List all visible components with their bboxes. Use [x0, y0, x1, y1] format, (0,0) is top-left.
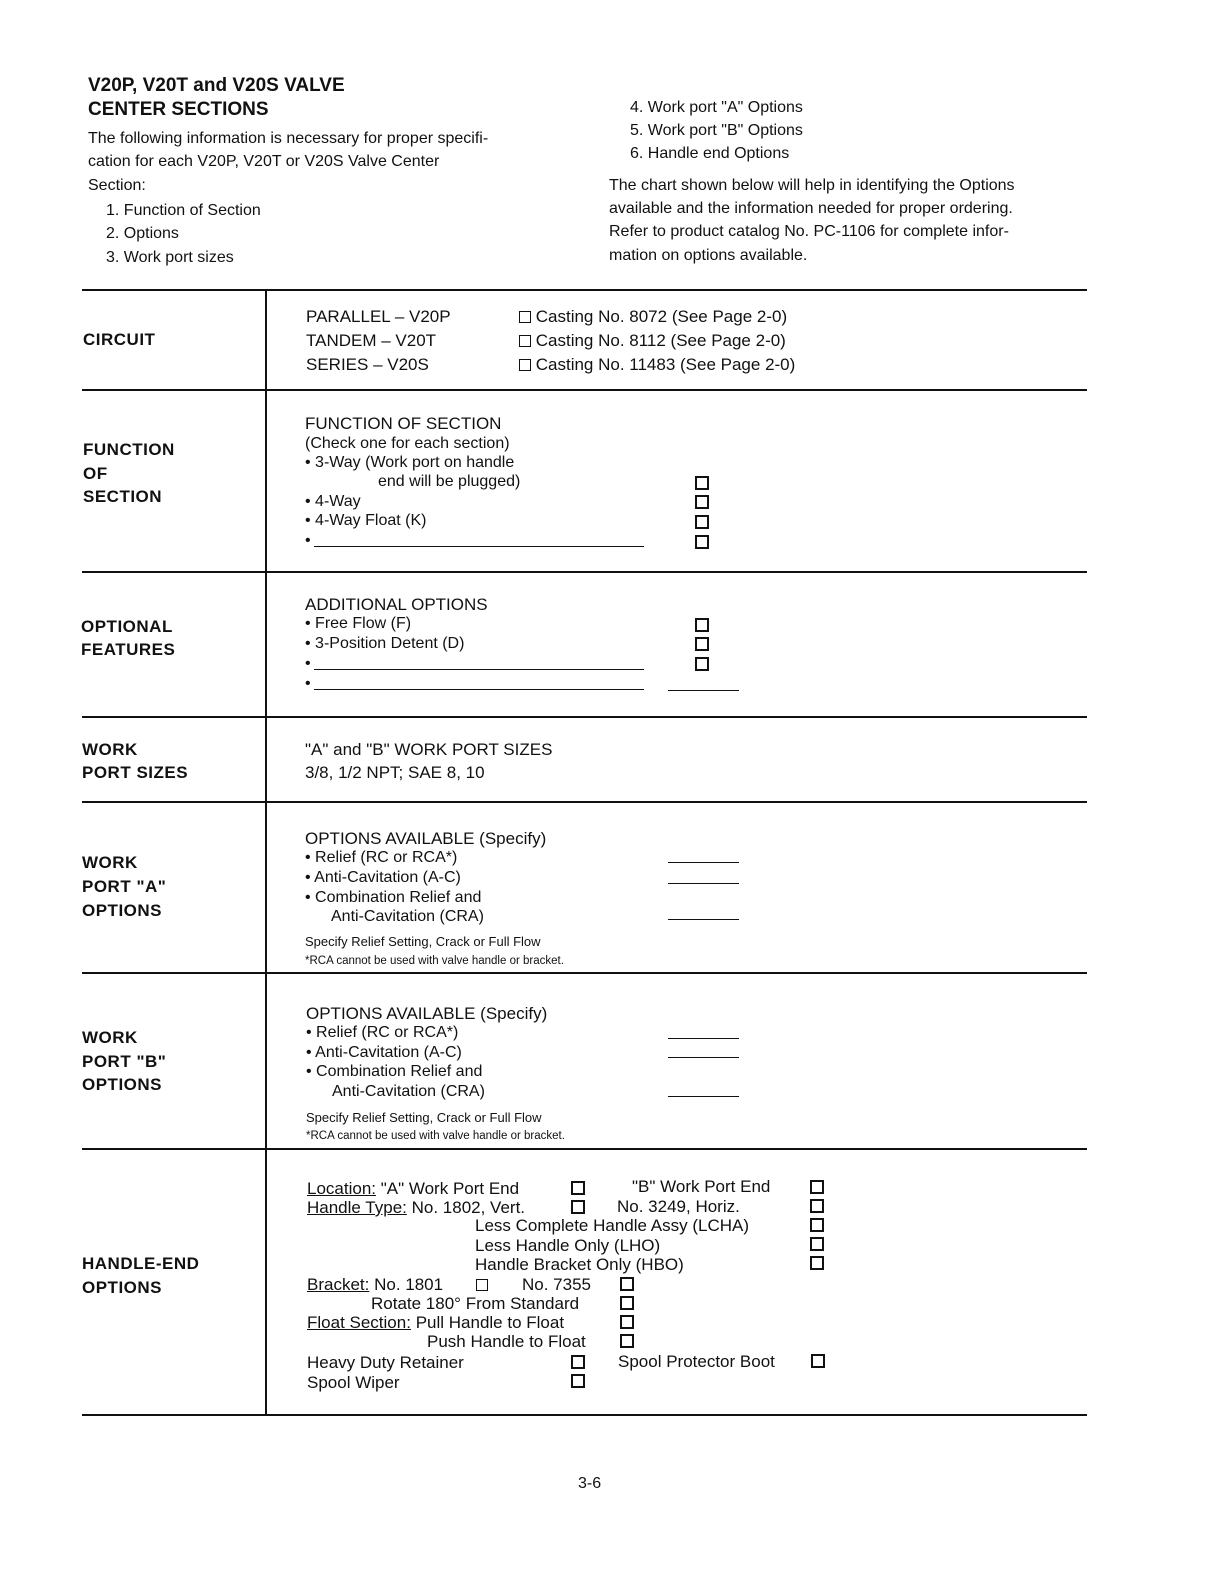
- table-rule-4: [82, 801, 1087, 803]
- intro-list-item-6: 6. Handle end Options: [630, 145, 790, 162]
- port-a-combination-line1: • Combination Relief and: [305, 889, 482, 906]
- intro-list-item-2: 2. Options: [106, 225, 179, 242]
- handle-3249-checkbox[interactable]: [810, 1199, 824, 1218]
- push-float-label: Push Handle to Float: [427, 1332, 586, 1351]
- optional-blank-line-1[interactable]: [314, 669, 644, 670]
- function-blank-checkbox[interactable]: [695, 535, 709, 554]
- port-a-label-line3: OPTIONS: [82, 901, 163, 920]
- intro-line-1: The following information is necessary for proper specifi-: [88, 130, 489, 147]
- port-sizes-label-line1: WORK: [82, 740, 138, 759]
- port-sizes-value: 3/8, 1/2 NPT; SAE 8, 10: [305, 763, 485, 782]
- function-label-line2: OF: [83, 464, 108, 483]
- intro-list-item-5: 5. Work port "B" Options: [630, 122, 803, 139]
- checkbox-icon[interactable]: [519, 359, 531, 371]
- optional-free-flow-checkbox[interactable]: [695, 618, 709, 637]
- float-section-row: Float Section: Pull Handle to Float: [307, 1313, 565, 1332]
- optional-blank-checkbox[interactable]: [695, 657, 709, 676]
- location-row: Location: "A" Work Port End: [307, 1179, 520, 1198]
- optional-blank-bullet-1: •: [305, 655, 311, 672]
- port-b-note-1: Specify Relief Setting, Crack or Full Flow: [306, 1110, 542, 1125]
- wiper-label: Spool Wiper: [307, 1373, 400, 1392]
- intro-right-line-1: The chart shown below will help in identifying the Options: [609, 177, 1015, 194]
- handle-3249-label: No. 3249, Horiz.: [617, 1197, 740, 1216]
- circuit-label: CIRCUIT: [83, 330, 156, 349]
- optional-detent: • 3-Position Detent (D): [305, 635, 465, 652]
- port-b-label-line2: PORT "B": [82, 1052, 167, 1071]
- lcha-checkbox[interactable]: [810, 1218, 824, 1237]
- function-3way-checkbox[interactable]: [695, 476, 709, 495]
- casting-11483-option[interactable]: Casting No. 11483 (See Page 2-0): [519, 353, 795, 376]
- function-3way-line2: end will be plugged): [378, 473, 521, 490]
- table-rule-5: [82, 972, 1087, 974]
- function-blank-bullet: •: [305, 532, 311, 549]
- optional-free-flow: • Free Flow (F): [305, 615, 412, 632]
- optional-blank-line-2[interactable]: [314, 689, 644, 690]
- port-b-anticavitation-specify-line[interactable]: [668, 1057, 739, 1058]
- intro-line-3: Section:: [88, 177, 146, 194]
- port-a-note-1: Specify Relief Setting, Crack or Full Flow: [305, 934, 541, 949]
- optional-detent-checkbox[interactable]: [695, 637, 709, 656]
- port-a-combination-line2: Anti-Cavitation (CRA): [331, 908, 484, 925]
- location-b-label: "B" Work Port End: [632, 1177, 771, 1196]
- casting-8112-option[interactable]: Casting No. 8112 (See Page 2-0): [519, 329, 786, 352]
- function-label-line3: SECTION: [83, 487, 163, 506]
- port-b-label-line1: WORK: [82, 1028, 138, 1047]
- function-4way-float-checkbox[interactable]: [695, 515, 709, 534]
- port-a-anticavitation-specify-line[interactable]: [668, 883, 739, 884]
- port-a-anticavitation: • Anti-Cavitation (A-C): [305, 869, 461, 886]
- pull-float-checkbox[interactable]: [620, 1315, 634, 1334]
- circuit-series: SERIES – V20S: [306, 355, 429, 374]
- port-b-combination-line2: Anti-Cavitation (CRA): [332, 1083, 485, 1100]
- port-b-heading: OPTIONS AVAILABLE (Specify): [306, 1004, 548, 1023]
- port-a-note-2: *RCA cannot be used with valve handle or bracket.: [305, 955, 564, 967]
- port-a-heading: OPTIONS AVAILABLE (Specify): [305, 829, 547, 848]
- port-b-label-line3: OPTIONS: [82, 1075, 163, 1094]
- casting-8072-option[interactable]: Casting No. 8072 (See Page 2-0): [519, 305, 787, 328]
- intro-right-line-4: mation on options available.: [609, 247, 808, 264]
- function-3way-line1: • 3-Way (Work port on handle: [305, 454, 515, 471]
- function-4way: • 4-Way: [305, 493, 361, 510]
- intro-list-item-4: 4. Work port "A" Options: [630, 99, 803, 116]
- handle-end-label-line2: OPTIONS: [82, 1278, 163, 1297]
- port-a-relief-specify-line[interactable]: [668, 862, 739, 863]
- function-heading: FUNCTION OF SECTION: [305, 414, 502, 433]
- location-b-checkbox[interactable]: [810, 1180, 824, 1199]
- port-b-relief: • Relief (RC or RCA*): [306, 1024, 459, 1041]
- intro-list-item-1: 1. Function of Section: [106, 202, 261, 219]
- handle-end-label-line1: HANDLE-END: [82, 1254, 200, 1273]
- port-a-label-line2: PORT "A": [82, 877, 167, 896]
- wiper-checkbox[interactable]: [571, 1374, 585, 1393]
- boot-label: Spool Protector Boot: [618, 1352, 775, 1371]
- port-a-label-line1: WORK: [82, 853, 138, 872]
- table-rule-1: [82, 389, 1087, 391]
- retainer-label: Heavy Duty Retainer: [307, 1353, 464, 1372]
- lho-checkbox[interactable]: [810, 1237, 824, 1256]
- bracket-7355-label: No. 7355: [522, 1275, 591, 1294]
- bracket-7355-checkbox[interactable]: [620, 1277, 634, 1296]
- handle-type-row: Handle Type: No. 1802, Vert.: [307, 1198, 526, 1217]
- location-a-checkbox[interactable]: [571, 1181, 585, 1200]
- intro-right-line-3: Refer to product catalog No. PC-1106 for complete infor-: [609, 223, 1009, 240]
- intro-right-line-2: available and the information needed for proper ordering.: [609, 200, 1013, 217]
- table-rule-2: [82, 571, 1087, 573]
- optional-blank-specify-line[interactable]: [668, 690, 739, 691]
- optional-blank-bullet-2: •: [305, 675, 311, 692]
- page-title-line2: CENTER SECTIONS: [88, 99, 269, 120]
- hbo-label: Handle Bracket Only (HBO): [475, 1255, 684, 1274]
- retainer-checkbox[interactable]: [571, 1355, 585, 1374]
- port-sizes-label-line2: PORT SIZES: [82, 763, 189, 782]
- optional-label-line1: OPTIONAL: [81, 617, 173, 636]
- table-rule-3: [82, 716, 1087, 718]
- function-blank-line[interactable]: [314, 546, 644, 547]
- port-b-anticavitation: • Anti-Cavitation (A-C): [306, 1044, 462, 1061]
- table-rule-6: [82, 1148, 1087, 1150]
- hbo-checkbox[interactable]: [810, 1256, 824, 1275]
- checkbox-icon[interactable]: [519, 311, 531, 323]
- optional-heading: ADDITIONAL OPTIONS: [305, 595, 488, 614]
- rotate-label: Rotate 180° From Standard: [371, 1294, 580, 1313]
- port-b-combination-line1: • Combination Relief and: [306, 1063, 483, 1080]
- port-b-relief-specify-line[interactable]: [668, 1038, 739, 1039]
- table-rule-bottom: [82, 1414, 1087, 1416]
- port-a-combination-specify-line[interactable]: [668, 919, 739, 920]
- function-4way-checkbox[interactable]: [695, 495, 709, 514]
- function-subheading: (Check one for each section): [305, 435, 510, 452]
- port-b-note-2: *RCA cannot be used with valve handle or bracket.: [306, 1130, 565, 1142]
- lho-label: Less Handle Only (LHO): [475, 1236, 661, 1255]
- table-rule-top: [82, 289, 1087, 291]
- circuit-tandem: TANDEM – V20T: [306, 331, 437, 350]
- function-label-line1: FUNCTION: [83, 440, 175, 459]
- port-a-relief: • Relief (RC or RCA*): [305, 849, 458, 866]
- circuit-parallel: PARALLEL – V20P: [306, 307, 451, 326]
- intro-list-item-3: 3. Work port sizes: [106, 249, 234, 266]
- optional-label-line2: FEATURES: [81, 640, 176, 659]
- bracket-row: Bracket: No. 1801: [307, 1275, 444, 1294]
- port-sizes-heading: "A" and "B" WORK PORT SIZES: [305, 740, 553, 759]
- page-title-line1: V20P, V20T and V20S VALVE: [88, 75, 345, 96]
- rotate-checkbox[interactable]: [620, 1296, 634, 1315]
- function-4way-float: • 4-Way Float (K): [305, 512, 427, 529]
- intro-line-2: cation for each V20P, V20T or V20S Valve Center: [88, 153, 440, 170]
- page-number: 3-6: [578, 1475, 602, 1492]
- checkbox-icon[interactable]: [519, 335, 531, 347]
- port-b-combination-specify-line[interactable]: [668, 1096, 739, 1097]
- table-column-divider: [265, 290, 267, 1415]
- boot-checkbox[interactable]: [811, 1354, 825, 1373]
- lcha-label: Less Complete Handle Assy (LCHA): [475, 1216, 750, 1235]
